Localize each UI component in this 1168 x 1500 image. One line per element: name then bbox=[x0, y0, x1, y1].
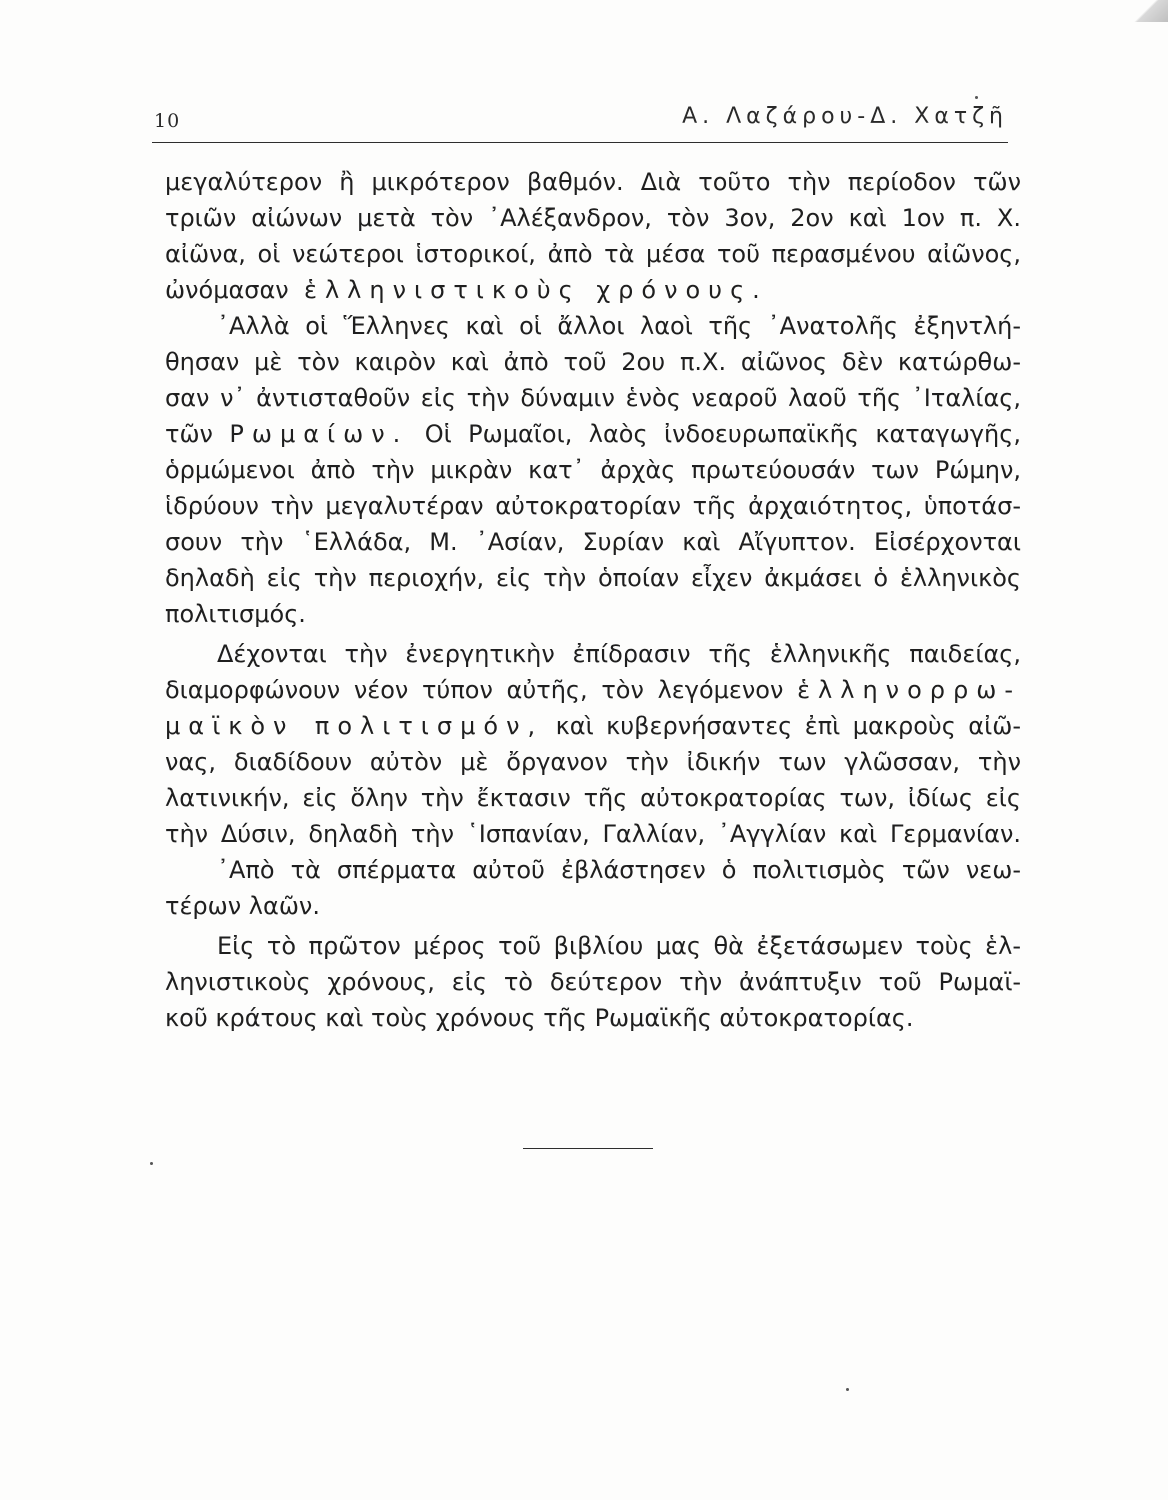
text-line bbox=[165, 672, 1021, 708]
page-corner-shadow bbox=[1128, 0, 1168, 22]
text-line: τέρων λαῶν. bbox=[165, 892, 320, 920]
text-line: σαν ν᾿ ἀντισταθοῦν εἰς τὴν δύναμιν ἑνὸς νεαροῦ λαοῦ τῆς ᾿Ιταλίας, bbox=[165, 384, 1021, 412]
text-line bbox=[165, 272, 1021, 308]
text-line: τριῶν αἰώνων μετὰ τὸν ᾿Αλέξανδρον, τὸν 3ον, 2ον καὶ 1ον π. Χ. bbox=[165, 204, 1021, 232]
text-line: μεγαλύτερον ἢ μικρότερον βαθμόν. Διὰ τοῦτο τὴν περίοδον τῶν bbox=[165, 168, 1021, 196]
text-line bbox=[165, 708, 1021, 744]
text-line bbox=[165, 416, 1021, 452]
text-line: ᾿Απὸ τὰ σπέρματα αὐτοῦ ἐβλάστησεν ὁ πολιτισμὸς τῶν νεω- bbox=[217, 856, 1021, 884]
page-number: 10 bbox=[154, 110, 181, 132]
page-header bbox=[152, 100, 1012, 142]
running-head-authors: Α. Λαζάρου-Δ. Χατζῆ bbox=[682, 104, 1008, 129]
emphasized-term: μαϊκὸν πολιτισμόν, bbox=[165, 712, 544, 740]
text-run: τῶν bbox=[165, 420, 213, 448]
text-run: διαμορφώνουν νέον τύπον αὐτῆς, τὸν λεγόμενον bbox=[165, 676, 784, 704]
emphasized-term: Ρωμαίων. bbox=[229, 420, 409, 448]
text-line: σουν τὴν ῾Ελλάδα, Μ. ᾿Ασίαν, Συρίαν καὶ Αἴγυπτον. Εἰσέρχονται bbox=[165, 528, 1021, 556]
paragraph-2 bbox=[165, 308, 1021, 632]
scan-speck bbox=[846, 1388, 849, 1391]
paragraph-1 bbox=[165, 164, 1021, 308]
text-line: ᾿Αλλὰ οἱ Ἕλληνες καὶ οἱ ἄλλοι λαοὶ τῆς ᾿Ανατολῆς ἐξηντλή- bbox=[217, 312, 1021, 340]
paragraph-3 bbox=[165, 636, 1021, 852]
text-line: πολιτισμός. bbox=[165, 600, 306, 628]
text-line: ληνιστικοὺς χρόνους, εἰς τὸ δεύτερον τὴν ἀνάπτυξιν τοῦ Ρωμαϊ- bbox=[165, 968, 1021, 996]
text-line: νας, διαδίδουν αὐτὸν μὲ ὄργανον τὴν ἰδικήν των γλῶσσαν, τὴν bbox=[165, 748, 1021, 776]
text-line: ἱδρύουν τὴν μεγαλυτέραν αὐτοκρατορίαν τῆς ἀρχαιότητος, ὑποτάσ- bbox=[165, 492, 1021, 520]
text-run: ὠνόμασαν bbox=[165, 276, 289, 304]
paragraph-5 bbox=[165, 928, 1021, 1036]
text-line: λατινικήν, εἰς ὅλην τὴν ἔκτασιν τῆς αὐτοκρατορίας των, ἰδίως εἰς bbox=[165, 784, 1021, 812]
text-line: ὁρμώμενοι ἀπὸ τὴν μικρὰν κατ᾿ ἀρχὰς πρωτεύουσάν των Ρώμην, bbox=[165, 456, 1021, 484]
text-line: θησαν μὲ τὸν καιρὸν καὶ ἀπὸ τοῦ 2ου π.Χ. αἰῶνος δὲν κατώρθω- bbox=[165, 348, 1021, 376]
body-text bbox=[165, 164, 1021, 1036]
paragraph-4 bbox=[165, 852, 1021, 924]
header-rule bbox=[152, 142, 1008, 143]
text-run: καὶ κυβερνήσαντες ἐπὶ μακροὺς αἰῶ- bbox=[555, 712, 1021, 740]
scan-speck bbox=[150, 1162, 153, 1165]
text-run: Οἱ Ρωμαῖοι, λαὸς ἰνδοευρωπαϊκῆς καταγωγῆς, bbox=[424, 420, 1021, 448]
text-line: δηλαδὴ εἰς τὴν περιοχήν, εἰς τὴν ὁποίαν εἶχεν ἀκμάσει ὁ ἑλληνικὸς bbox=[165, 564, 1021, 592]
text-line: κοῦ κράτους καὶ τοὺς χρόνους τῆς Ρωμαϊκῆς αὐτοκρατορίας. bbox=[165, 1004, 914, 1032]
emphasized-term: ἑλληνιστικοὺς χρόνους. bbox=[303, 276, 768, 304]
text-line: αἰῶνα, οἱ νεώτεροι ἱστορικοί, ἀπὸ τὰ μέσα τοῦ περασμένου αἰῶνος, bbox=[165, 240, 1021, 268]
emphasized-term: ἑλληνορρω- bbox=[797, 676, 1021, 704]
section-end-rule bbox=[523, 1148, 653, 1149]
scan-speck bbox=[975, 96, 978, 99]
text-line: τὴν Δύσιν, δηλαδὴ τὴν ῾Ισπανίαν, Γαλλίαν, ᾿Αγγλίαν καὶ Γερμανίαν. bbox=[165, 820, 1021, 848]
text-line: Εἰς τὸ πρῶτον μέρος τοῦ βιβλίου μας θὰ ἐξετάσωμεν τοὺς ἑλ- bbox=[217, 932, 1021, 960]
text-line: Δέχονται τὴν ἐνεργητικὴν ἐπίδρασιν τῆς ἑλληνικῆς παιδείας, bbox=[217, 640, 1021, 668]
